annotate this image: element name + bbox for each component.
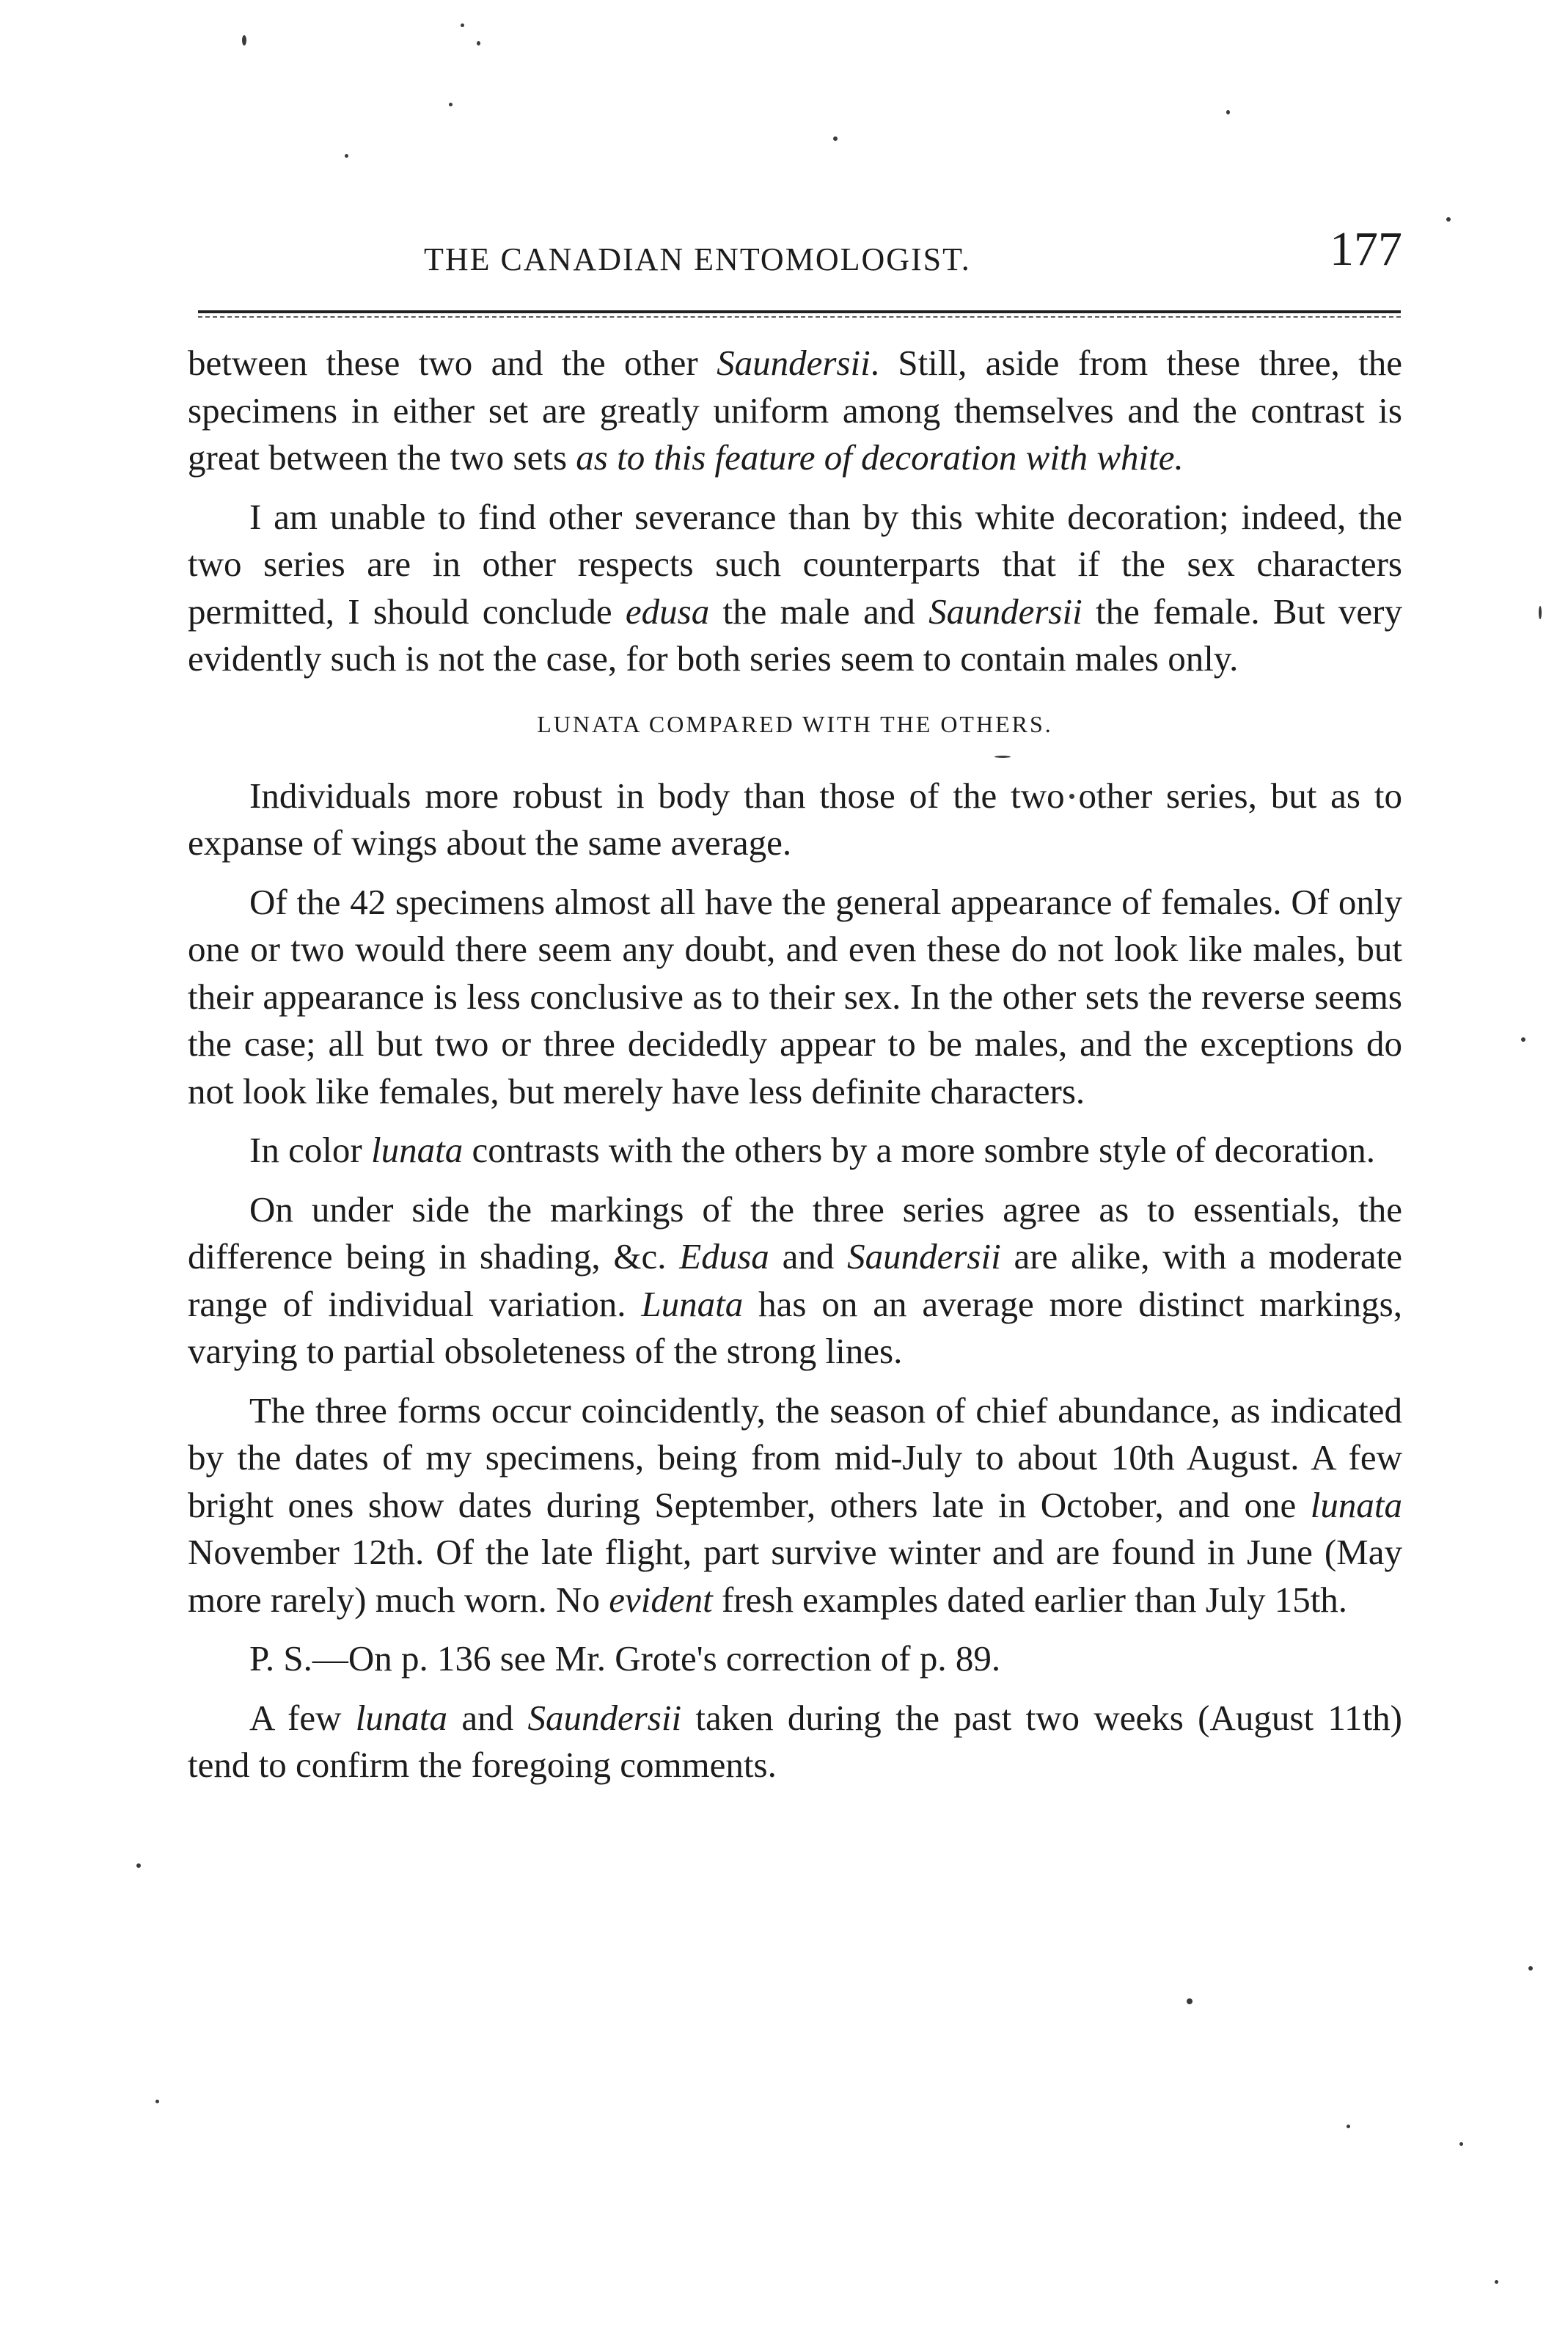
paragraph-4: Of the 42 specimens almost all have the general appearance of females. Of only one or two would there seem any doubt, and even these do not look like males, but their appearance is less conclusive as to their sex. In the other sets the reverse seems the case; all but two or three decidedly appear to be males, and the exceptions do not look like females, but merely have less definite characters. <box>188 881 1402 1111</box>
text: the male and <box>709 591 929 632</box>
print-speck <box>345 154 348 158</box>
text: has on an average more distinct markings, varying to partial obsoleteness of the strong lines. <box>188 1283 1402 1371</box>
text: On under side the markings of the three series agree as to essentials, the difference being in shading, &c. <box>188 1188 1402 1277</box>
print-speck <box>1446 217 1451 222</box>
text: and <box>769 1236 848 1277</box>
running-title: THE CANADIAN ENTOMOLOGIST. <box>424 241 971 277</box>
taxon-name: lunata <box>355 1697 448 1738</box>
text: the female. But very evidently such is not the case, for both series seem to contain males only. <box>188 591 1402 679</box>
print-speck <box>1528 1966 1533 1971</box>
taxon-name: Saundersii <box>527 1697 682 1738</box>
page-body <box>188 340 1402 1801</box>
paragraph-8: P. S.—On p. 136 see Mr. Grote's correction of p. 89. <box>249 1638 1001 1679</box>
emphasis: as to this feature of decoration with white. <box>576 437 1184 478</box>
page-header <box>188 211 1402 277</box>
taxon-name: edusa <box>625 591 710 632</box>
print-speck <box>461 23 464 27</box>
header-rule-thin <box>198 316 1401 318</box>
page-number: 177 <box>1330 222 1402 276</box>
print-speck <box>1347 2125 1350 2128</box>
text: A few <box>249 1697 356 1738</box>
taxon-name: Saundersii <box>847 1236 1001 1277</box>
text: contrasts with the others by a more sombre style of decoration. <box>463 1130 1375 1170</box>
taxon-name: Saundersii <box>717 343 871 383</box>
print-speck <box>1539 606 1542 619</box>
paragraph-9 <box>188 1695 1402 1789</box>
print-speck <box>1459 2142 1463 2146</box>
text: The three forms occur coincidently, the season of chief abundance, as indicated by the dates of my specimens, being from mid-July to about 10th August. A few bright ones show dates during September, others late in October, and one <box>188 1389 1402 1525</box>
print-speck <box>477 41 480 45</box>
text: are alike, with a moderate range of individual variation. <box>188 1236 1403 1324</box>
paragraph-1 <box>188 340 1402 482</box>
print-speck <box>136 1863 141 1868</box>
print-speck <box>242 35 246 45</box>
taxon-name: Lunata <box>641 1283 744 1324</box>
paragraph-3: Individuals more robust in body than those of the two other series, but as to expanse of wings about the same average. <box>188 775 1402 863</box>
print-speck <box>449 103 453 106</box>
print-speck <box>1495 2280 1498 2284</box>
print-speck <box>1187 1998 1193 2004</box>
print-speck <box>155 2100 159 2103</box>
text: . Still, aside from these three, the specimens in either set are greatly uniform among themselves and the contrast is great between the two sets <box>188 343 1403 478</box>
text: fresh examples dated earlier than July 15th. <box>712 1579 1348 1620</box>
text: In color <box>249 1130 371 1170</box>
text: taken during the past two weeks (August 11th) tend to confirm the foregoing comments. <box>188 1697 1403 1785</box>
taxon-name: Saundersii <box>928 591 1082 632</box>
print-speck <box>833 136 838 141</box>
paragraph-2 <box>188 494 1402 683</box>
text: I am unable to find other severance than by this white decoration; indeed, the two series are in other respects such counterparts that if the sex characters permitted, I should conclude <box>188 496 1402 632</box>
print-speck <box>1521 1037 1525 1042</box>
paragraph-5 <box>188 1127 1402 1175</box>
section-heading: LUNATA COMPARED WITH THE OTHERS. <box>537 710 1053 737</box>
emphasis: evident <box>609 1579 713 1620</box>
taxon-name: Edusa <box>679 1236 769 1277</box>
paragraph-7 <box>188 1387 1402 1624</box>
print-speck <box>1226 110 1230 114</box>
header-rule <box>198 310 1401 313</box>
text: between these two and the other <box>188 343 717 383</box>
text: and <box>447 1697 528 1738</box>
taxon-name: lunata <box>371 1130 464 1170</box>
taxon-name: lunata <box>1310 1484 1402 1525</box>
paragraph-6 <box>188 1186 1402 1376</box>
text: November 12th. Of the late flight, part survive winter and are found in June (May more rarely) much worn. No <box>188 1532 1402 1620</box>
